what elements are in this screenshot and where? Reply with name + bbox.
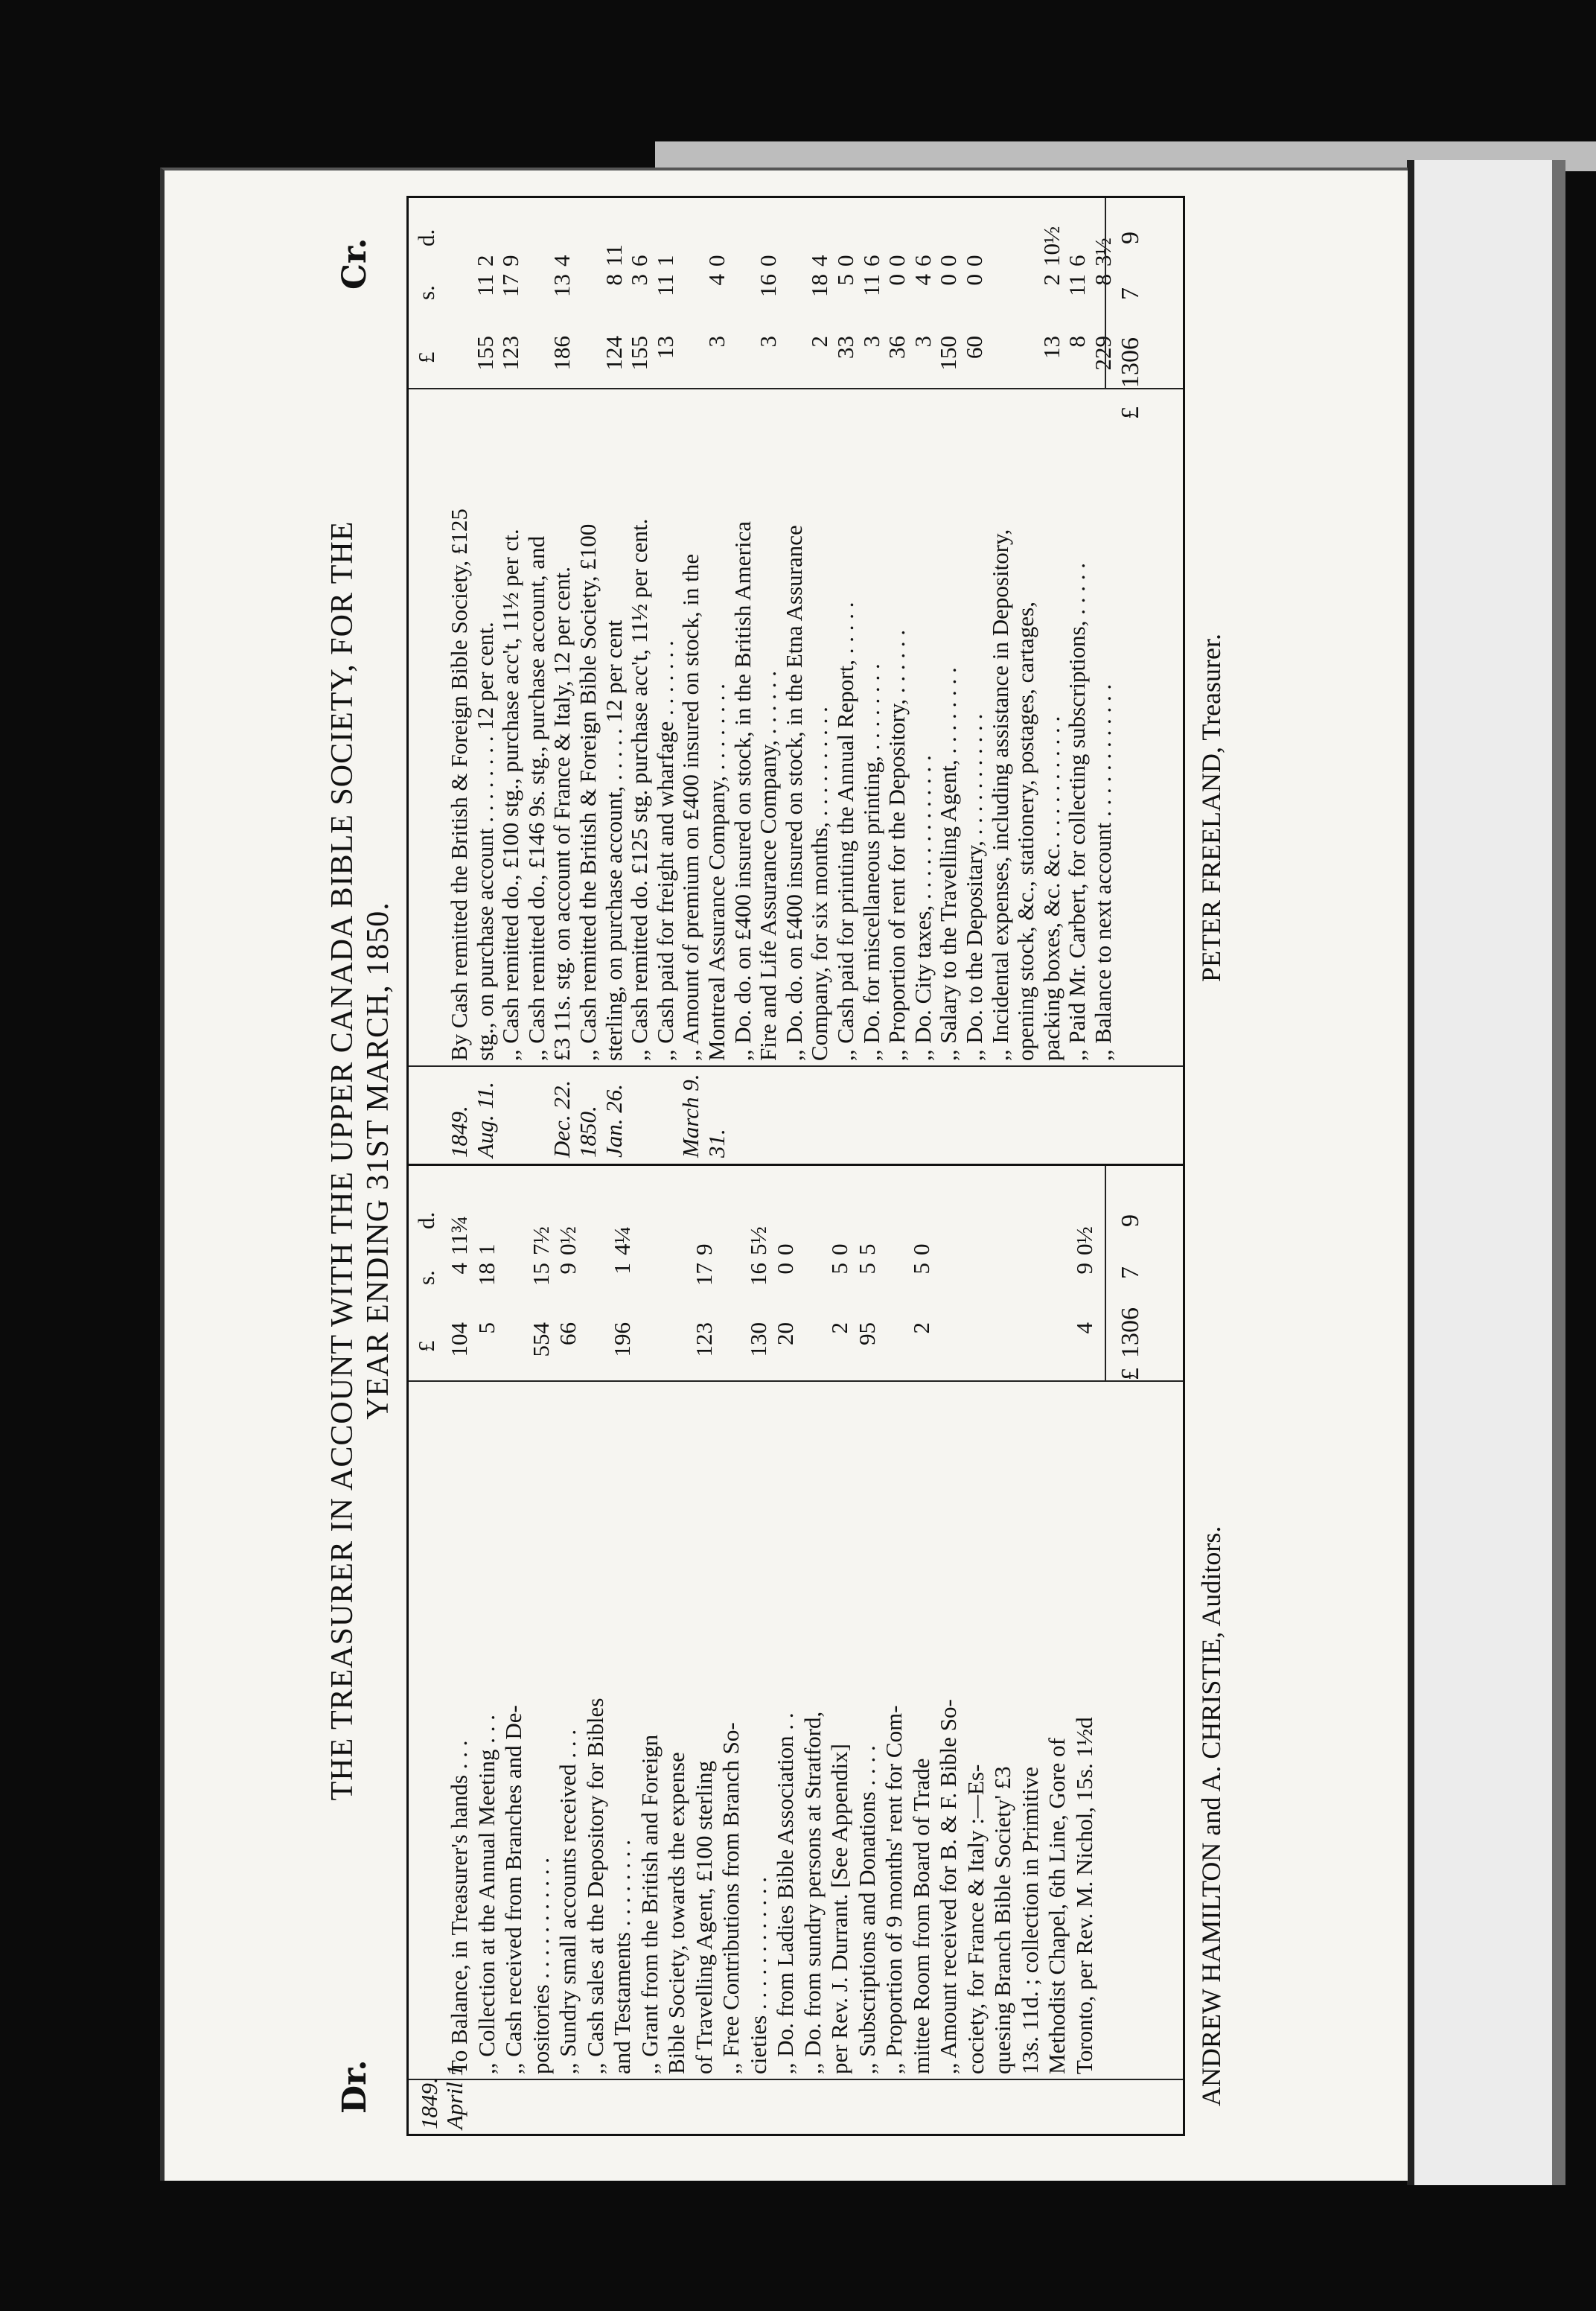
debit-entry-pence: 0½ xyxy=(1070,1226,1097,1255)
credit-shillings-header: s. xyxy=(413,285,439,300)
ledger-table xyxy=(406,196,1185,2136)
debit-entry-text: of Travelling Agent, £100 sterling xyxy=(690,1760,717,2074)
debit-entry-shillings: 1 xyxy=(609,1263,635,1275)
debit-entry-pounds: 95 xyxy=(853,1322,880,1345)
credit-entry-pounds: 33 xyxy=(832,336,858,359)
facing-page xyxy=(1407,160,1563,2185)
credit-entry-pence: 6 xyxy=(626,255,653,267)
credit-entry-pounds: 36 xyxy=(884,336,910,359)
credit-entry-text: sterling, on purchase account, . . . . . 12 per cent xyxy=(600,619,627,1061)
credit-entry-text: ,, Cash paid for freight and wharfage . . . . . . . xyxy=(651,640,678,1061)
debit-entry-pence: 7½ xyxy=(527,1226,554,1255)
credit-entry-pence: 0 xyxy=(961,255,987,267)
debit-entry-pounds: 2 xyxy=(907,1322,934,1334)
debit-entry-text: ,, Amount received for B. & F. Bible So- xyxy=(935,1699,961,2074)
debit-entry-pounds: 104 xyxy=(446,1322,472,1357)
debit-entry-text: Toronto, per Rev. M. Nichol, 15s. 1½d xyxy=(1070,1717,1097,2074)
credit-entry-shillings: 0 xyxy=(935,274,962,286)
credit-entry-pence: 0 xyxy=(832,255,858,267)
credit-entry-shillings: 8 xyxy=(1090,274,1116,286)
debit-entry-text: Methodist Chapel, 6th Line, Gore of xyxy=(1044,1738,1070,2074)
credit-entry-text: ,, Cash remitted do., £146 9s. stg., purchase account, and xyxy=(523,535,549,1061)
credit-entry-pounds: 60 xyxy=(961,336,987,359)
facing-page-edge xyxy=(1552,160,1565,2185)
credit-amount-column-rule xyxy=(409,388,1183,389)
title-line-2: YEAR ENDING 31ST MARCH, 1850. xyxy=(361,902,395,1420)
credit-entry-pounds: 155 xyxy=(471,336,498,371)
credit-entry-shillings: 0 xyxy=(961,274,987,286)
debit-entry-pence: 0 xyxy=(907,1243,934,1255)
credit-pence-header: d. xyxy=(413,229,439,246)
credit-entry-text: Company, for six months, . . . . . . . . . . xyxy=(806,707,833,1061)
credit-entry-pounds: 3 xyxy=(755,336,782,348)
credit-date: 1850. xyxy=(575,1106,601,1158)
credit-entry-text: ,, Amount of premium on £400 insured on stock, in the xyxy=(677,553,704,1061)
credit-entry-pounds: 123 xyxy=(497,336,524,371)
credit-date: 1849. xyxy=(446,1106,472,1158)
debit-entry-text: ,, Grant from the British and Foreign xyxy=(636,1734,663,2074)
credit-entry-pence: 10½ xyxy=(1038,226,1064,267)
debit-total-pounds: 1306 xyxy=(1117,1307,1144,1358)
credit-entry-pence: 0 xyxy=(703,255,730,267)
credit-entry-pence: 11 xyxy=(600,244,627,267)
credit-entry-text: Montreal Assurance Company, . . . . . . . . xyxy=(703,683,730,1061)
credit-entry-text: ,, Cash paid for printing the Annual Report, . . . . . xyxy=(832,602,858,1061)
credit-entry-pence: 4 xyxy=(549,255,575,267)
credit-entry-pence: 6 xyxy=(858,255,884,267)
credit-entry-shillings: 5 xyxy=(832,274,858,286)
debit-entry-pence: 0 xyxy=(826,1243,852,1255)
credit-entry-text: ,, Do. to the Depositary, . . . . . . . . . . . xyxy=(961,713,987,1061)
credit-entry-shillings: 13 xyxy=(549,274,575,297)
debit-entry-text: cociety, for France & Italy :—Es- xyxy=(962,1764,989,2074)
credit-entry-shillings: 11 xyxy=(1064,274,1091,296)
credit-entry-text: stg., on purchase account . . . . . . . . 12 per cent. xyxy=(471,622,498,1061)
credit-date-column-rule xyxy=(409,1065,1183,1067)
credit-entry-shillings: 17 xyxy=(497,274,524,297)
credit-date: Aug. 11. xyxy=(471,1082,498,1158)
debit-total-rule xyxy=(1105,1166,1106,1382)
credit-entry-shillings: 4 xyxy=(703,274,730,286)
debit-entry-text: quesing Branch Bible Society' £3 xyxy=(989,1766,1015,2074)
debit-entry-text: ,, Sundry small accounts received . . . xyxy=(555,1729,581,2074)
credit-entry-text: ,, Salary to the Travelling Agent, . . . . . . . . xyxy=(935,667,962,1061)
credit-date: Jan. 26. xyxy=(600,1083,627,1158)
credit-entry-pounds: 150 xyxy=(935,336,962,371)
credit-entry-shillings: 16 xyxy=(755,274,782,297)
debit-total-symbol: £ xyxy=(1117,1368,1144,1380)
credit-entry-text: ,, Do. City taxes, . . . . . . . . . . . . . xyxy=(909,755,936,1061)
credit-entry-pounds: 3 xyxy=(909,336,936,348)
debit-pounds-header: £ xyxy=(413,1340,439,1352)
debit-side xyxy=(409,1164,1183,2134)
debit-entry-pounds: 4 xyxy=(1070,1322,1097,1334)
credit-entry-text: ,, Proportion of rent for the Depository, . . . . . . xyxy=(884,629,910,1061)
debit-entry-text: ,, Free Contributions from Branch So- xyxy=(718,1722,744,2074)
credit-entry-shillings: 11 xyxy=(858,274,884,296)
debit-entry-shillings: 15 xyxy=(527,1263,554,1286)
credit-entry-pence: 0 xyxy=(935,255,962,267)
credit-total-pounds: 1306 xyxy=(1117,337,1144,388)
credit-entry-pounds: 13 xyxy=(651,336,678,359)
treasurer-signature: PETER FREELAND, Treasurer. xyxy=(1196,634,1226,982)
credit-entry-text: ,, Cash remitted do., £100 stg., purchase acc't, 11½ per ct. xyxy=(497,529,524,1061)
debit-year: 1849. xyxy=(416,2077,442,2129)
credit-total-pence: 9 xyxy=(1117,232,1144,244)
credit-entry-shillings: 11 xyxy=(471,274,498,296)
debit-entry-shillings: 9 xyxy=(555,1263,581,1275)
debit-pence-header: d. xyxy=(413,1211,439,1229)
credit-entry-pounds: 155 xyxy=(626,336,653,371)
credit-pounds-header: £ xyxy=(413,351,439,363)
credit-entry-pence: 1 xyxy=(651,255,678,267)
credit-entry-pounds: 8 xyxy=(1064,336,1091,348)
credit-entry-pounds: 2 xyxy=(806,336,833,348)
credit-entry-text: ,, Incidental expenses, including assistance in Depository, xyxy=(986,529,1013,1061)
credit-side xyxy=(409,198,1183,1164)
debit-entry-pence: 1 xyxy=(473,1243,499,1255)
credit-entry-pounds: 186 xyxy=(549,336,575,371)
credit-entry-text: ,, Do. do. on £400 insured on stock, in the Etna Assurance xyxy=(780,525,807,1061)
debit-entry-shillings: 4 xyxy=(446,1263,472,1275)
credit-entry-shillings: 4 xyxy=(909,274,936,286)
debit-entry-shillings: 17 xyxy=(690,1263,717,1286)
date-column-rule xyxy=(409,2079,1183,2080)
debit-total-shillings: 7 xyxy=(1117,1266,1144,1279)
credit-marker: Cr. xyxy=(336,238,374,290)
credit-date: Dec. 22. xyxy=(549,1080,575,1158)
debit-entry-shillings: 16 xyxy=(744,1263,771,1286)
debit-entry-pence: 4¼ xyxy=(609,1226,635,1255)
debit-entry-text: positories . . . . . . . . . . . xyxy=(527,1857,554,2074)
debit-entry-text: ,, Cash received from Branches and De- xyxy=(500,1705,526,2074)
credit-date: 31. xyxy=(703,1129,730,1158)
debit-entry-text: ,, Do. from Ladies Bible Association . . xyxy=(772,1712,798,2074)
auditors-signature: ANDREW HAMILTON and A. CHRISTIE, Auditors. xyxy=(1196,1526,1226,2106)
amount-column-rule xyxy=(409,1380,1183,1382)
debit-entry-pounds: 554 xyxy=(527,1322,554,1357)
credit-entry-text: opening stock, &c., stationery, postages, cartages, xyxy=(1012,602,1039,1061)
debit-entry-pence: 0 xyxy=(772,1243,798,1255)
debit-entry-pounds: 5 xyxy=(473,1322,499,1334)
debit-entry-text: 13s. 11d. ; collection in Primitive xyxy=(1016,1766,1043,2074)
debit-entry-pence: 0½ xyxy=(555,1226,581,1255)
credit-entry-shillings: 18 xyxy=(806,274,833,297)
rotated-content xyxy=(165,170,1356,2181)
debit-entry-pounds: 130 xyxy=(744,1322,771,1357)
credit-entry-pounds: 229 xyxy=(1090,336,1116,371)
credit-entry-text: ,, Cash remitted do. £125 stg. purchase acc't, 11½ per cent. xyxy=(626,518,653,1061)
debit-entry-pounds: 123 xyxy=(690,1322,717,1357)
debit-entry-pounds: 196 xyxy=(609,1322,635,1357)
credit-entry-pounds: 3 xyxy=(703,336,730,348)
debit-entry-pence: 5 xyxy=(853,1243,880,1255)
debit-entry-pence: 5½ xyxy=(744,1226,771,1255)
credit-entry-pounds: 3 xyxy=(858,336,884,348)
credit-entry-shillings: 11 xyxy=(651,274,678,296)
debit-entry-text: and Testaments . . . . . . . . xyxy=(609,1840,635,2074)
debit-entry-text: mittee Room from Board of Trade xyxy=(907,1758,934,2074)
credit-entry-pence: 2 xyxy=(471,255,498,267)
debit-entry-text: ,, Subscriptions and Donations . . . . xyxy=(853,1745,880,2074)
debit-entry-pence: 11¾ xyxy=(446,1215,472,1255)
credit-entry-pence: 6 xyxy=(909,255,936,267)
title-line-1: THE TREASURER IN ACCOUNT WITH THE UPPER CANADA BIBLE SOCIETY, FOR THE xyxy=(325,520,360,1801)
credit-total-rule xyxy=(1105,198,1106,389)
credit-date: March 9. xyxy=(677,1074,704,1158)
credit-entry-text: By Cash remitted the British & Foreign Bible Society, £125 xyxy=(446,509,472,1061)
debit-entry-pounds: 20 xyxy=(772,1322,798,1345)
debit-entry-text: ,, Do. from sundry persons at Stratford, xyxy=(799,1711,826,2074)
credit-total-shillings: 7 xyxy=(1117,287,1144,300)
credit-entry-shillings: 0 xyxy=(884,274,910,286)
debit-entry-text: ,, Cash sales at the Depository for Bibles xyxy=(581,1698,608,2074)
credit-entry-text: ,, Balance to next account . . . . . . . . . . . . xyxy=(1090,683,1116,1061)
debit-entry-shillings: 0 xyxy=(772,1263,798,1275)
credit-entry-pence: 6 xyxy=(1064,255,1091,267)
debit-entry-shillings: 5 xyxy=(826,1263,852,1275)
debit-shillings-header: s. xyxy=(413,1270,439,1285)
debit-entry-pounds: 66 xyxy=(555,1322,581,1345)
debit-entry-text: Bible Society, towards the expense xyxy=(663,1752,689,2074)
account-title xyxy=(325,327,396,1995)
credit-entry-text: ,, Cash remitted the British & Foreign Bible Society, £100 xyxy=(575,523,601,1061)
debit-entry-shillings: 18 xyxy=(473,1263,499,1286)
debit-entry-shillings: 9 xyxy=(1070,1263,1097,1275)
credit-entry-pence: 0 xyxy=(884,255,910,267)
credit-entry-text: ,, Do. do. on £400 insured on stock, in the British America xyxy=(729,521,756,1061)
credit-total-symbol: £ xyxy=(1117,407,1144,419)
debit-total-pence: 9 xyxy=(1117,1214,1144,1227)
credit-entry-pounds: 124 xyxy=(600,336,627,371)
debit-entry-text: ,, Collection at the Annual Meeting . . . xyxy=(473,1715,499,2074)
credit-entry-pence: 4 xyxy=(806,255,833,267)
credit-entry-text: ,, Do. for miscellaneous printing, . . . . . . . . xyxy=(858,663,884,1061)
debit-entry-shillings: 5 xyxy=(907,1263,934,1275)
credit-entry-pence: 3½ xyxy=(1090,238,1116,267)
credit-entry-pence: 0 xyxy=(755,255,782,267)
credit-entry-text: £3 11s. stg. on account of France & Italy, 12 per cent. xyxy=(549,566,575,1061)
credit-entry-text: Fire and Life Assurance Company, . . . . . . xyxy=(755,670,782,1061)
credit-entry-shillings: 3 xyxy=(626,274,653,286)
debit-entry-text: cieties . . . . . . . . . . . . xyxy=(744,1876,771,2074)
credit-entry-shillings: 2 xyxy=(1038,274,1064,286)
debit-entry-pence: 9 xyxy=(690,1243,717,1255)
debit-marker: Dr. xyxy=(336,2059,374,2114)
credit-entry-pounds: 13 xyxy=(1038,336,1064,359)
debit-entry-text: per Rev. J. Durrant. [See Appendix] xyxy=(826,1744,852,2074)
debit-entry-text: ,, Proportion of 9 months' rent for Com- xyxy=(881,1705,907,2074)
credit-entry-shillings: 8 xyxy=(600,274,627,286)
credit-entry-text: ,, Paid Mr. Carbert, for collecting subscriptions, . . . . . xyxy=(1064,563,1091,1061)
debit-entry-text: To Balance, in Treasurer's hands . . . xyxy=(446,1740,472,2074)
debit-date: April 1 xyxy=(441,2065,467,2129)
debit-entry-pounds: 2 xyxy=(826,1322,852,1334)
credit-entry-text: packing boxes, &c. &c. . . . . . . . . . . . xyxy=(1038,715,1064,1061)
credit-entry-pence: 9 xyxy=(497,255,524,267)
document-page xyxy=(160,168,1408,2181)
debit-entry-shillings: 5 xyxy=(853,1263,880,1275)
